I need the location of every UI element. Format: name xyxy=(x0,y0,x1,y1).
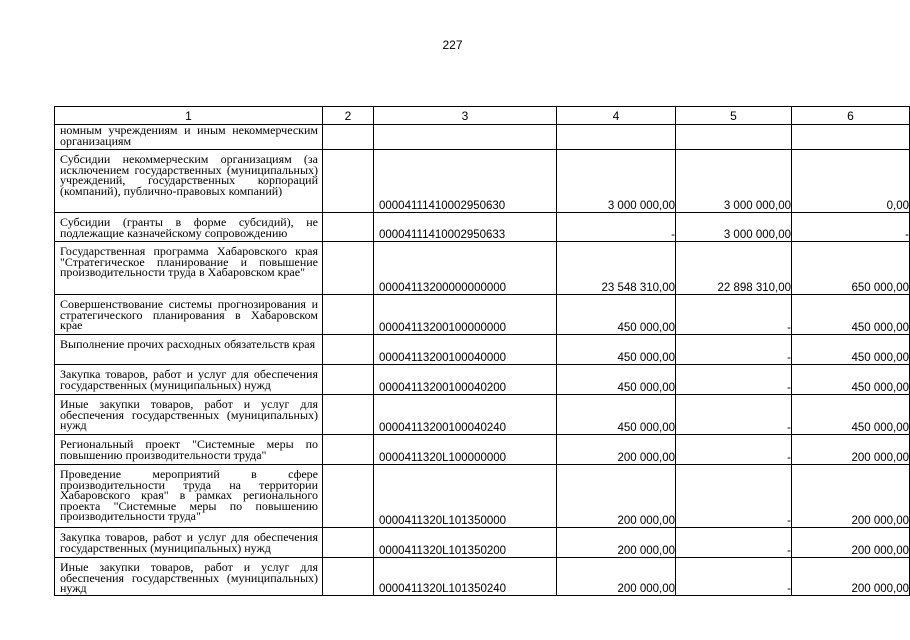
page-number: 227 xyxy=(442,38,463,52)
row-value-5 xyxy=(676,125,792,150)
row-value-6: 450 000,00 xyxy=(792,395,910,435)
row-col2 xyxy=(323,213,374,242)
column-header: 4 xyxy=(557,107,676,125)
column-header: 6 xyxy=(792,107,910,125)
row-name: Проведение мероприятий в сфере производительности труда на территории Хабаровского края" в рамках регионального проекта "Системные меры по повышению производительности труда" xyxy=(55,465,323,528)
column-header: 2 xyxy=(323,107,374,125)
row-code: 00004113200100000000 xyxy=(374,295,557,335)
row-value-4: 200 000,00 xyxy=(557,528,676,558)
row-col2 xyxy=(323,528,374,558)
row-value-5: - xyxy=(676,558,792,596)
row-value-4: 200 000,00 xyxy=(557,435,676,465)
row-code: 00004113200100040000 xyxy=(374,335,557,365)
table-row xyxy=(55,435,910,465)
row-name: Иные закупки товаров, работ и услуг для обеспечения государственных (муниципальных) нужд xyxy=(55,558,323,596)
row-value-6: 450 000,00 xyxy=(792,295,910,335)
row-col2 xyxy=(323,395,374,435)
row-col2 xyxy=(323,435,374,465)
row-value-4: 450 000,00 xyxy=(557,395,676,435)
row-value-6: 450 000,00 xyxy=(792,335,910,365)
row-value-6: 450 000,00 xyxy=(792,365,910,395)
table-header-row xyxy=(55,107,910,125)
row-value-4: 450 000,00 xyxy=(557,295,676,335)
row-value-6: 0,00 xyxy=(792,150,910,213)
row-name: Государственная программа Хабаровского края "Стратегическое планирование и повышение производительности труда в Хабаровском крае" xyxy=(55,242,323,295)
row-value-4: 450 000,00 xyxy=(557,335,676,365)
row-value-4: 23 548 310,00 xyxy=(557,242,676,295)
table-row xyxy=(55,558,910,596)
row-col2 xyxy=(323,335,374,365)
table-row xyxy=(55,395,910,435)
row-col2 xyxy=(323,558,374,596)
row-value-5: - xyxy=(676,395,792,435)
row-value-5: - xyxy=(676,528,792,558)
row-value-5: - xyxy=(676,365,792,395)
row-name: Закупка товаров, работ и услуг для обеспечения государственных (муниципальных) нужд xyxy=(55,528,323,558)
table-row xyxy=(55,465,910,528)
row-value-4: - xyxy=(557,213,676,242)
row-value-6: 200 000,00 xyxy=(792,465,910,528)
row-value-6: 650 000,00 xyxy=(792,242,910,295)
row-col2 xyxy=(323,465,374,528)
table-row xyxy=(55,335,910,365)
row-name: Региональный проект "Системные меры по повышению производительности труда" xyxy=(55,435,323,465)
row-name: Иные закупки товаров, работ и услуг для обеспечения государственных (муниципальных) нужд xyxy=(55,395,323,435)
row-name: Совершенствование системы прогнозирования и стратегического планирования в Хабаровском крае xyxy=(55,295,323,335)
row-value-4: 200 000,00 xyxy=(557,465,676,528)
column-header: 3 xyxy=(374,107,557,125)
row-value-6: 200 000,00 xyxy=(792,558,910,596)
row-code: 00004113200100040240 xyxy=(374,395,557,435)
row-value-5: - xyxy=(676,335,792,365)
row-code: 0000411320L101350240 xyxy=(374,558,557,596)
column-header: 1 xyxy=(55,107,323,125)
row-name: Выполнение прочих расходных обязательств края xyxy=(55,335,323,365)
row-value-5: - xyxy=(676,435,792,465)
row-value-4 xyxy=(557,125,676,150)
row-name: Субсидии некоммерческим организациям (за исключением государственных (муниципальных) учреждений, государственных корпораций (компаний), публично-правовых компаний) xyxy=(55,150,323,213)
row-code: 0000411320L101350000 xyxy=(374,465,557,528)
row-value-4: 450 000,00 xyxy=(557,365,676,395)
row-value-5: 22 898 310,00 xyxy=(676,242,792,295)
row-value-5: 3 000 000,00 xyxy=(676,150,792,213)
row-col2 xyxy=(323,150,374,213)
row-value-6: - xyxy=(792,213,910,242)
row-code: 00004113200100040200 xyxy=(374,365,557,395)
budget-table xyxy=(54,106,910,596)
row-name: Закупка товаров, работ и услуг для обеспечения государственных (муниципальных) нужд xyxy=(55,365,323,395)
row-col2 xyxy=(323,242,374,295)
row-value-5: - xyxy=(676,465,792,528)
row-name: Субсидии (гранты в форме субсидий), не подлежащие казначейскому сопровождению xyxy=(55,213,323,242)
row-code: 00004111410002950630 xyxy=(374,150,557,213)
table-row xyxy=(55,528,910,558)
row-col2 xyxy=(323,125,374,150)
table-row xyxy=(55,150,910,213)
row-code: 0000411320L101350200 xyxy=(374,528,557,558)
table-row xyxy=(55,125,910,150)
table-row xyxy=(55,213,910,242)
row-code xyxy=(374,125,557,150)
table-row xyxy=(55,365,910,395)
row-value-4: 3 000 000,00 xyxy=(557,150,676,213)
row-value-5: 3 000 000,00 xyxy=(676,213,792,242)
row-value-6: 200 000,00 xyxy=(792,528,910,558)
row-code: 00004113200000000000 xyxy=(374,242,557,295)
row-col2 xyxy=(323,295,374,335)
row-value-4: 200 000,00 xyxy=(557,558,676,596)
row-name: номным учреждениям и иным некоммерческим организациям xyxy=(55,125,323,150)
row-code: 00004111410002950633 xyxy=(374,213,557,242)
row-code: 0000411320L100000000 xyxy=(374,435,557,465)
row-value-6 xyxy=(792,125,910,150)
row-value-5: - xyxy=(676,295,792,335)
row-col2 xyxy=(323,365,374,395)
table-row xyxy=(55,295,910,335)
column-header: 5 xyxy=(676,107,792,125)
row-value-6: 200 000,00 xyxy=(792,435,910,465)
table-row xyxy=(55,242,910,295)
